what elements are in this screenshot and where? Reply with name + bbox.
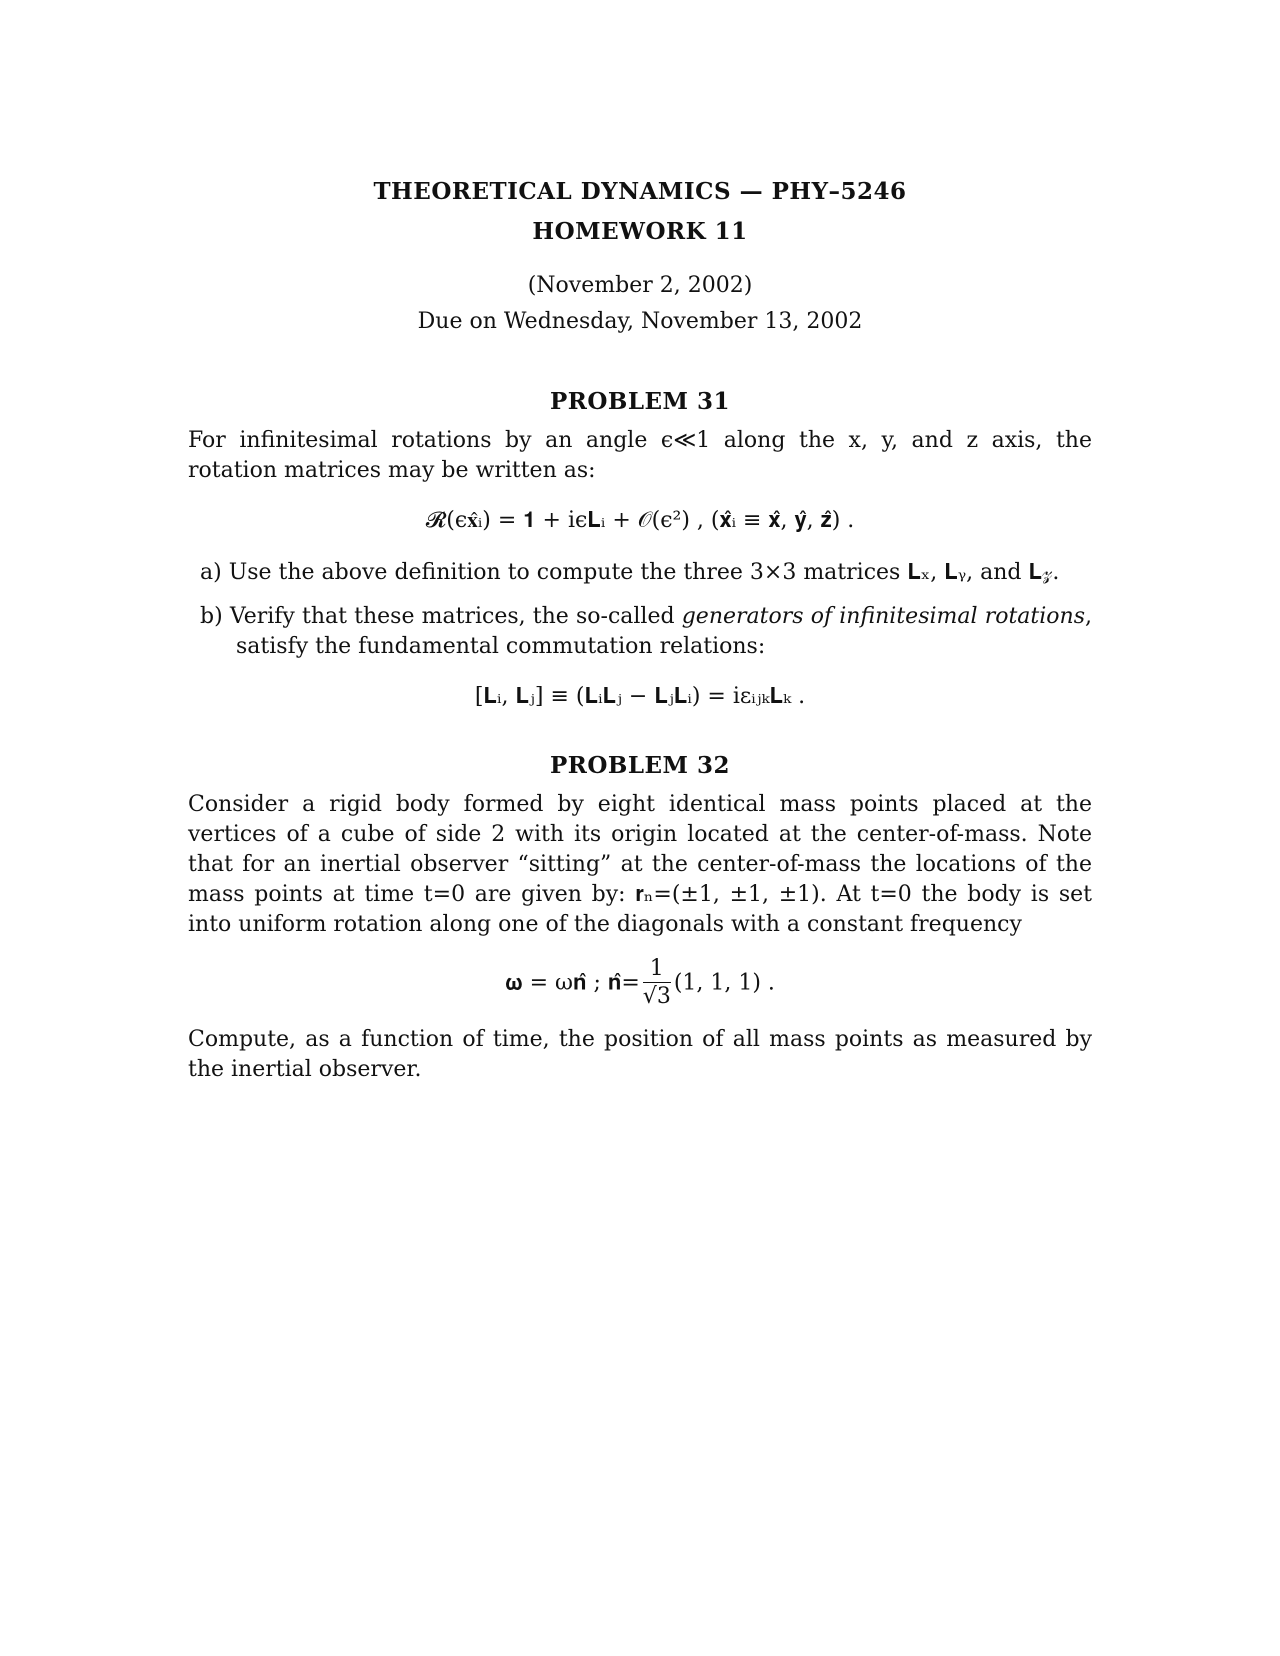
problem-31-intro: For infinitesimal rotations by an angle ϵ≪1 along the x, y, and z axis, the rotation matrices may be written as: — [188, 428, 1092, 483]
fraction-numerator: 1 — [643, 956, 671, 983]
rotation-matrix-equation: 𝓡(ϵ𝐱̂ᵢ) = 𝟏 + iϵ𝐋ᵢ + 𝒪(ϵ²) , (𝐱̂ᵢ ≡ 𝐱̂, 𝐲̂, 𝐳̂) . — [425, 508, 855, 533]
issue-date: (November 2, 2002) — [527, 273, 753, 298]
problem-31-part-a: a) Use the above definition to compute the three 3×3 matrices 𝐋ₓ, 𝐋ᵧ, and 𝐋𝓏. — [200, 560, 1060, 585]
problem-31-part-b — [188, 602, 1092, 662]
problem-32-heading: PROBLEM 32 — [549, 752, 731, 779]
problem-31-heading: PROBLEM 31 — [549, 388, 731, 415]
due-date: Due on Wednesday, November 13, 2002 — [417, 309, 863, 334]
fraction — [643, 956, 671, 1011]
eq-right: (1, 1, 1) . — [673, 970, 775, 996]
course-title: THEORETICAL DYNAMICS — PHY–5246 — [373, 178, 907, 205]
part-b-emphasis: generators of infinitesimal rotations — [681, 604, 1085, 629]
angular-velocity-equation — [188, 956, 1092, 1011]
problem-32-closing: Compute, as a function of time, the position of all mass points as measured by the inertial observer. — [188, 1027, 1092, 1082]
fraction-denominator: √3 — [642, 984, 671, 1009]
eq-left: 𝛚 = ω𝐧̂ ; 𝐧̂= — [505, 970, 640, 996]
commutation-relation-equation: [𝐋ᵢ, 𝐋ⱼ] ≡ (𝐋ᵢ𝐋ⱼ − 𝐋ⱼ𝐋ᵢ) = iεᵢⱼₖ𝐋ₖ . — [474, 684, 806, 709]
homework-title: HOMEWORK 11 — [532, 218, 748, 245]
date-block — [188, 268, 1092, 340]
part-b-text-post: , satisfy the fundamental commutation relations: — [236, 604, 1092, 659]
document-page — [188, 172, 1092, 1085]
problem-32-body: Consider a rigid body formed by eight identical mass points placed at the vertices of a cube of side 2 with its origin located at the center-of-mass. Note that for an inertial observer “sitting” at the center-of-mass the locations of the mass points at time t=0 are given by: 𝐫ₙ=(±1, ±1, ±1). At t=0 the body is set into uniform rotation along one of the diagonals with a constant frequency — [188, 792, 1092, 937]
part-b-text-pre: b) Verify that these matrices, the so-called — [200, 604, 682, 629]
